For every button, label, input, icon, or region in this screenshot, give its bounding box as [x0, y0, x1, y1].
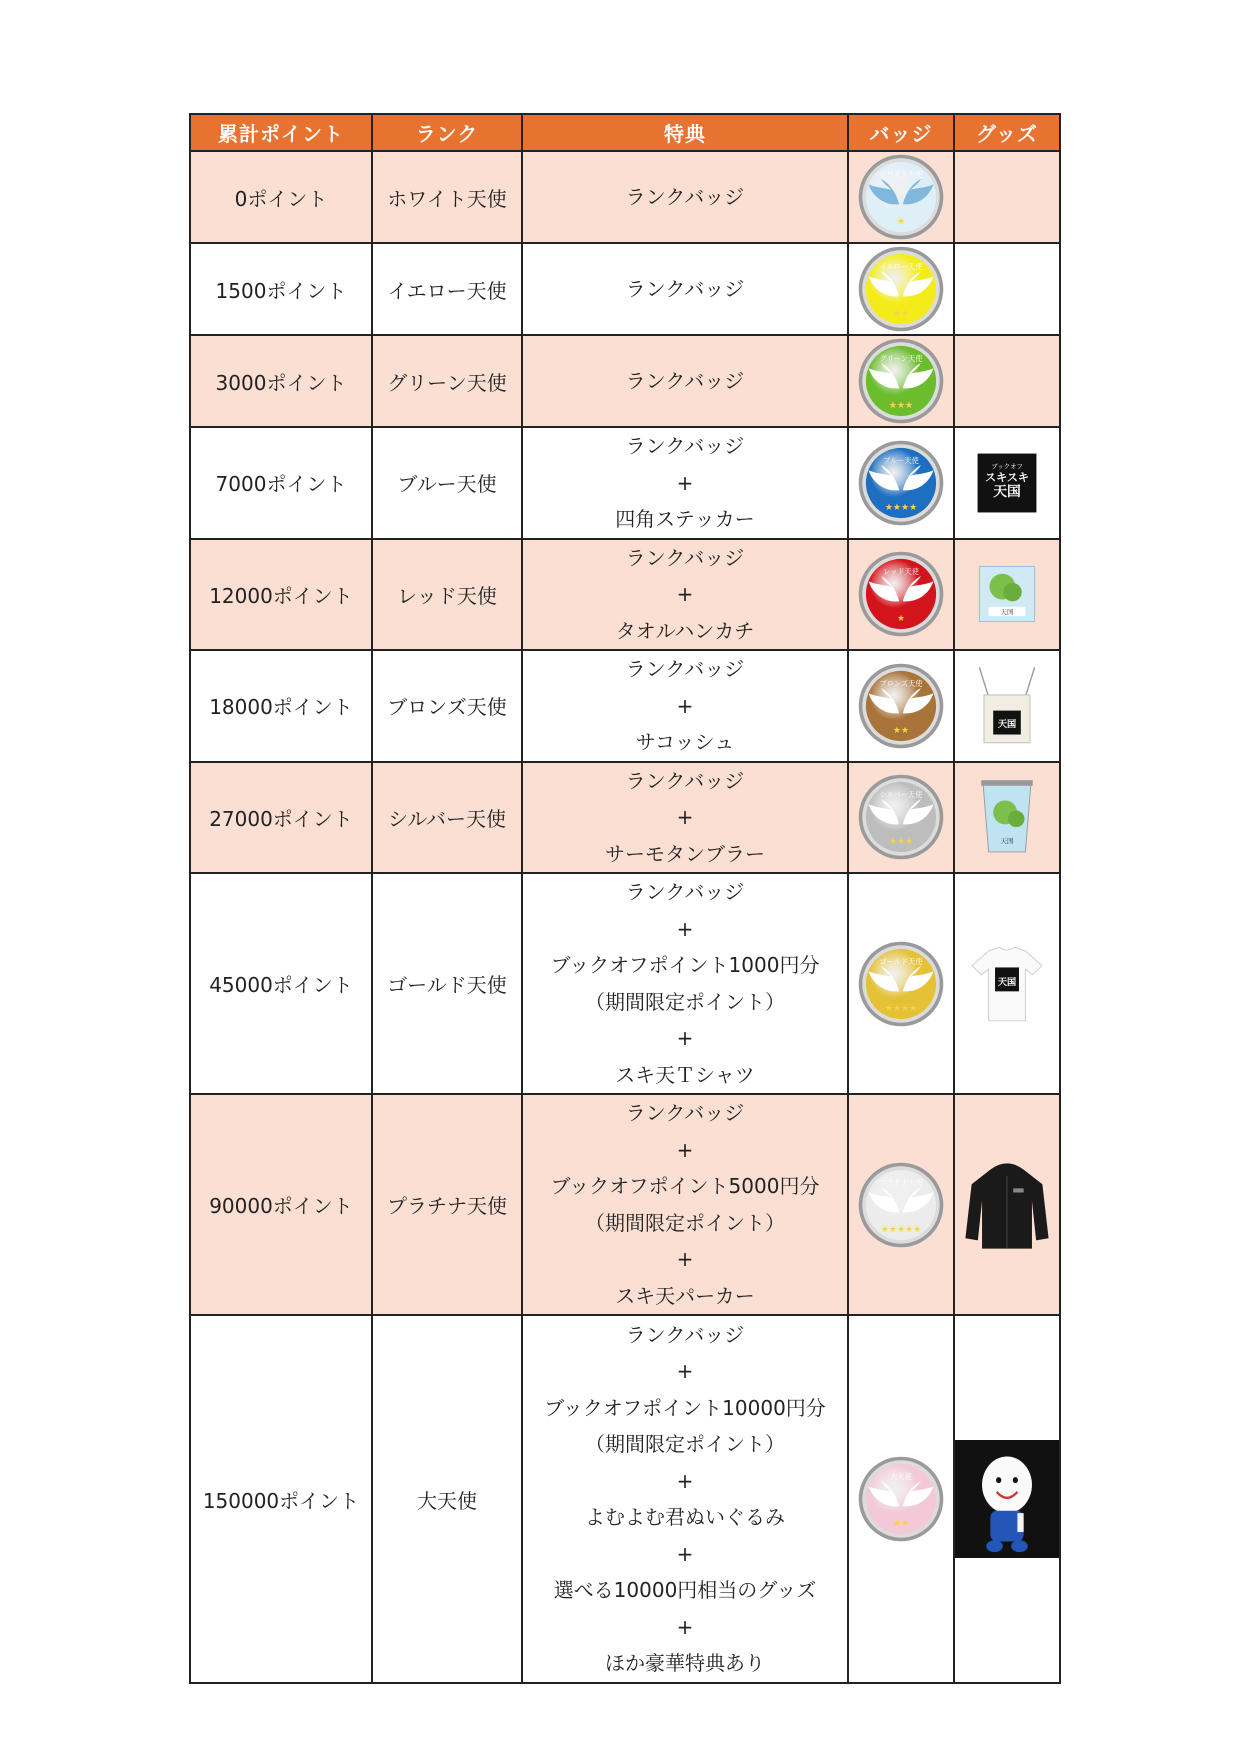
header-badge: バッジ [848, 114, 954, 151]
badge-stars: ★★★★ [884, 502, 918, 513]
header-benefits: 特典 [522, 114, 848, 151]
benefit-line: ランクバッジ [625, 1322, 745, 1347]
badge-stars: ★★ [892, 725, 910, 736]
rank-cell: ブルー天使 [372, 427, 522, 539]
goods-cell [954, 539, 1060, 651]
benefit-line: サーモタンブラー [605, 841, 765, 866]
rank-cell: シルバー天使 [372, 762, 522, 874]
badge-cell [848, 650, 954, 762]
rank-cell: プラチナ天使 [372, 1094, 522, 1315]
goods-cell [954, 762, 1060, 874]
svg-text:天国: 天国 [997, 718, 1017, 730]
goods-sticker-icon [961, 437, 1053, 529]
badge-label: シルバー天使 [879, 790, 923, 800]
benefit-line: ブックオフポイント1000円分 [550, 953, 820, 977]
benefits-cell [522, 335, 848, 427]
badge-stars: ★★★★★ [880, 1224, 922, 1235]
rank-badge-icon [856, 661, 946, 751]
rank-cell: イエロー天使 [372, 243, 522, 335]
goods-bag-icon [961, 660, 1053, 752]
goods-cell [954, 151, 1060, 243]
table-row [190, 873, 1060, 1094]
rank-cell: ホワイト天使 [372, 151, 522, 243]
badge-cell [848, 151, 954, 243]
badge-label: 大天使 [890, 1472, 912, 1482]
benefit-line: + [676, 1541, 694, 1566]
badge-cell [848, 1094, 954, 1315]
badge-stars: ★★ [892, 309, 910, 319]
benefit-line: + [676, 470, 694, 495]
rank-badge-icon [856, 939, 946, 1029]
benefit-line: ランクバッジ [625, 1101, 745, 1125]
goods-cell [954, 1094, 1060, 1315]
points-cell: 3000ポイント [190, 335, 372, 427]
badge-label: ゴールド天使 [879, 956, 923, 966]
points-cell: 18000ポイント [190, 650, 372, 762]
rank-badge-icon [856, 549, 946, 639]
badge-cell [848, 539, 954, 651]
benefit-line: スキ天Ｔシャツ [615, 1062, 755, 1087]
table-row [190, 539, 1060, 651]
goods-cell [954, 335, 1060, 427]
badge-cell [848, 873, 954, 1094]
rank-badge-icon [856, 152, 946, 242]
rank-cell: グリーン天使 [372, 335, 522, 427]
benefits-cell [522, 243, 848, 335]
benefit-line: （期間限定ポイント） [585, 989, 785, 1014]
points-cell: 45000ポイント [190, 873, 372, 1094]
badge-cell [848, 243, 954, 335]
benefit-line: よむよむ君ぬいぐるみ [585, 1505, 785, 1529]
benefit-line: サコッシュ [635, 730, 735, 754]
badge-cell [848, 335, 954, 427]
points-cell: 12000ポイント [190, 539, 372, 651]
svg-text:天国: 天国 [1000, 608, 1014, 617]
benefit-line: ランクバッジ [625, 434, 745, 458]
benefit-line: + [676, 693, 694, 718]
badge-label: ブロンズ天使 [879, 678, 923, 688]
benefit-line: + [676, 1468, 694, 1493]
benefits-cell [522, 650, 848, 762]
points-cell: 0ポイント [190, 151, 372, 243]
goods-plush-icon [955, 1440, 1059, 1558]
benefit-line: + [676, 582, 694, 606]
rank-cell: レッド天使 [372, 539, 522, 651]
badge-stars: ★★★★ [884, 1003, 918, 1014]
benefit-line: 四角ステッカー [615, 507, 755, 531]
benefit-line: ランクバッジ [625, 880, 745, 904]
benefit-line: ブックオフポイント5000円分 [550, 1174, 820, 1198]
benefits-cell [522, 151, 848, 243]
goods-cell [954, 243, 1060, 335]
table-row [190, 243, 1060, 335]
badge-cell [848, 762, 954, 874]
benefit-line: ほか豪華特典あり [605, 1651, 765, 1675]
benefit-line: ランクバッジ [625, 545, 745, 570]
table-row [190, 335, 1060, 427]
benefit-line: （期間限定ポイント） [585, 1432, 785, 1456]
rank-cell: ブロンズ天使 [372, 650, 522, 762]
points-cell: 7000ポイント [190, 427, 372, 539]
goods-hoodie-icon [955, 1153, 1059, 1257]
table-row [190, 762, 1060, 874]
goods-tumbler-icon [961, 771, 1053, 863]
benefits-cell [522, 1094, 848, 1315]
badge-stars: ★★★ [888, 401, 914, 411]
rank-cell: ゴールド天使 [372, 873, 522, 1094]
benefit-line: 選べる10000円相当のグッズ [553, 1578, 817, 1602]
points-cell: 1500ポイント [190, 243, 372, 335]
badge-label: イエロー天使 [879, 262, 923, 272]
header-goods: グッズ [954, 114, 1060, 151]
benefits-cell [522, 1315, 848, 1683]
svg-text:天国: 天国 [1000, 837, 1014, 846]
svg-text:天国: 天国 [993, 483, 1021, 500]
goods-cell [954, 873, 1060, 1094]
points-cell: 90000ポイント [190, 1094, 372, 1315]
goods-cell [954, 427, 1060, 539]
svg-text:天国: 天国 [997, 976, 1017, 988]
svg-text:ブックオフ: ブックオフ [991, 462, 1023, 471]
benefit-line: ブックオフポイント10000円分 [544, 1395, 826, 1420]
benefit-line: ランクバッジ [625, 657, 745, 681]
header-points: 累計ポイント [190, 114, 372, 151]
goods-towel-icon [961, 548, 1053, 640]
benefit-line: + [676, 1137, 694, 1162]
rank-badge-icon [856, 1160, 946, 1250]
table-row [190, 650, 1060, 762]
table-row [190, 151, 1060, 243]
table-row [190, 1094, 1060, 1315]
rank-table [189, 113, 1061, 1684]
benefits-cell [522, 427, 848, 539]
badge-label: レッド天使 [883, 567, 919, 577]
benefits-cell [522, 873, 848, 1094]
table-header-row [190, 114, 1060, 151]
badge-cell [848, 1315, 954, 1683]
benefits-cell [522, 762, 848, 874]
benefit-line: ランクバッジ [625, 368, 745, 393]
points-cell: 27000ポイント [190, 762, 372, 874]
badge-stars: ★ [896, 217, 906, 227]
benefit-line: ランクバッジ [625, 184, 745, 209]
rank-badge-icon [856, 1454, 946, 1544]
badge-label: グリーン天使 [879, 354, 923, 364]
benefit-line: + [676, 916, 694, 941]
goods-cell [954, 1315, 1060, 1683]
benefit-line: + [676, 1614, 694, 1639]
table-row [190, 427, 1060, 539]
benefit-line: ランクバッジ [625, 276, 745, 301]
points-cell: 150000ポイント [190, 1315, 372, 1683]
badge-stars: ★★ [892, 1519, 910, 1529]
benefit-line: + [676, 805, 694, 829]
goods-cell [954, 650, 1060, 762]
rank-badge-icon [856, 772, 946, 862]
svg-text:スキスキ: スキスキ [985, 470, 1029, 484]
benefit-line: + [676, 1026, 694, 1050]
benefit-line: （期間限定ポイント） [585, 1210, 785, 1235]
benefit-line: スキ天パーカー [615, 1283, 755, 1308]
benefit-line: + [676, 1359, 694, 1383]
badge-label: ブルー天使 [883, 455, 919, 465]
benefit-line: ランクバッジ [625, 768, 745, 793]
rank-badge-icon [856, 244, 946, 334]
badge-cell [848, 427, 954, 539]
benefit-line: + [676, 1247, 694, 1271]
goods-tshirt-icon [961, 938, 1053, 1030]
badge-label: ホワイト天使 [879, 170, 923, 180]
badge-label: プラチナ天使 [879, 1177, 923, 1187]
rank-cell: 大天使 [372, 1315, 522, 1683]
rank-badge-icon [856, 336, 946, 426]
badge-stars: ★ [896, 614, 906, 625]
benefit-line: タオルハンカチ [615, 618, 755, 643]
badge-stars: ★★★ [888, 837, 914, 848]
header-rank: ランク [372, 114, 522, 151]
rank-badge-icon [856, 438, 946, 528]
table-row [190, 1315, 1060, 1683]
benefits-cell [522, 539, 848, 651]
